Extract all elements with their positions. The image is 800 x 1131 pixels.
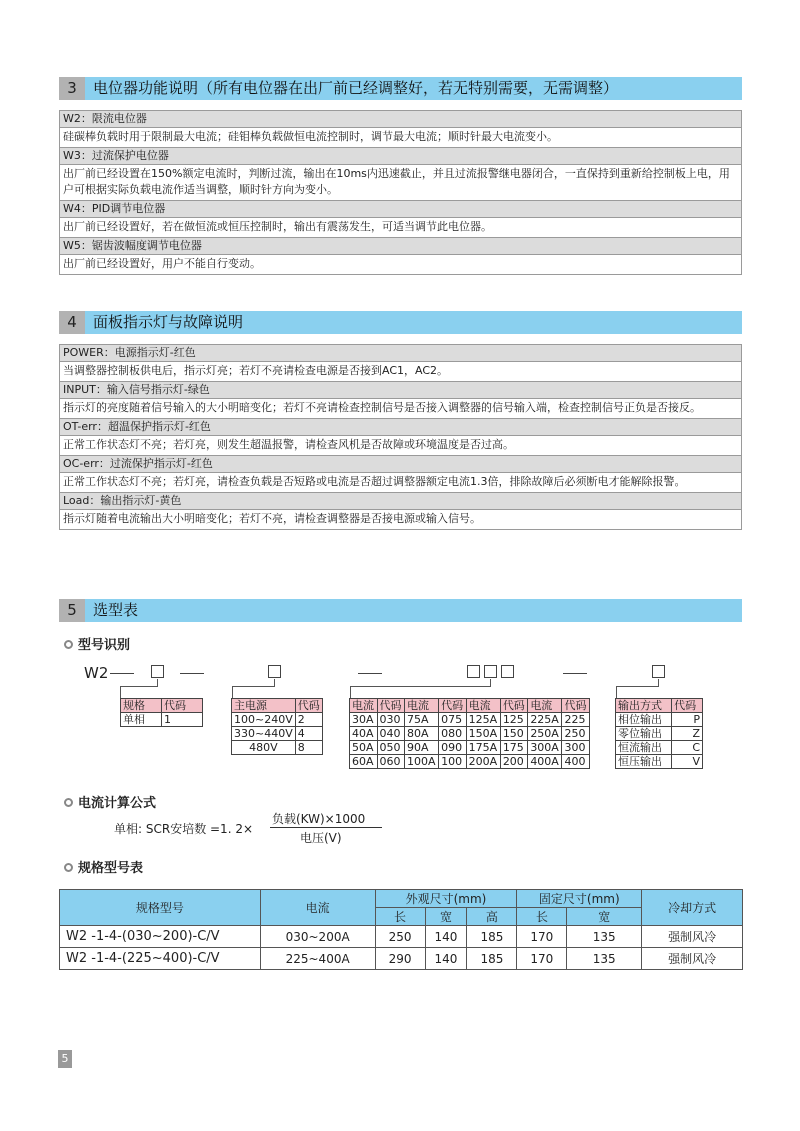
table-cell: 80A [405, 727, 439, 741]
header-current: 电流 [260, 890, 375, 926]
table-cell: 170 [517, 948, 567, 970]
section-5-header [59, 599, 742, 622]
table-header-cell: 规格 [121, 699, 162, 713]
item-body: 出厂前已经设置好，若在做恒流或恒压控制时，输出有震荡发生，可适当调节此电位器。 [60, 217, 741, 237]
code-slot-box [151, 665, 164, 678]
table-cell: 100~240V [232, 713, 296, 727]
table-cell: P [672, 713, 703, 727]
table-cell: 135 [567, 948, 642, 970]
power-code-table [231, 698, 323, 755]
section-title: 选型表 [93, 601, 139, 619]
formula-numerator: 负载(KW)×1000 [272, 812, 366, 826]
header-size: 外观尺寸(mm) [375, 890, 517, 908]
spec-model-table [59, 889, 743, 970]
table-cell: 480V [232, 741, 296, 755]
formula-prefix: 单相: SCR安培数 =1. 2× [114, 822, 254, 836]
table-cell: 单相 [121, 713, 162, 727]
page-number: 5 [58, 1050, 72, 1068]
bullet-icon [64, 863, 73, 872]
connector-line [232, 686, 275, 687]
code-slot-box [467, 665, 480, 678]
table-cell: 125A [466, 713, 500, 727]
table-header-cell: 电流 [528, 699, 562, 713]
item-header: W4：PID调节电位器 [60, 200, 741, 217]
table-header-cell: 电流 [350, 699, 378, 713]
item-header: OT-err：超温保护指示灯-红色 [60, 418, 741, 435]
table-cell: 090 [439, 741, 467, 755]
table-cell: 290 [375, 948, 425, 970]
spec-code-table [120, 698, 203, 727]
table-cell: 50A [350, 741, 378, 755]
section-3-header [59, 77, 742, 100]
table-header-cell: 电流 [466, 699, 500, 713]
header-fix: 固定尺寸(mm) [517, 890, 642, 908]
table-cell: 185 [467, 948, 517, 970]
section-number: 5 [59, 599, 85, 622]
subheading-text: 型号识别 [78, 638, 131, 653]
connector-line [157, 679, 158, 686]
table-header-cell: 代码 [162, 699, 203, 713]
connector-line [120, 686, 158, 687]
table-cell: 030~200A [260, 926, 375, 948]
connector-line [616, 686, 617, 698]
header-height: 高 [467, 908, 517, 926]
header-length: 长 [375, 908, 425, 926]
fraction-bar [270, 827, 382, 828]
item-header: INPUT：输入信号指示灯-绿色 [60, 381, 741, 398]
table-cell: 恒流输出 [616, 741, 672, 755]
item-header: W2：限流电位器 [60, 111, 741, 127]
table-cell: 175A [466, 741, 500, 755]
table-cell: 相位输出 [616, 713, 672, 727]
header-fix-length: 长 [517, 908, 567, 926]
table-cell: 330~440V [232, 727, 296, 741]
table-cell: 170 [517, 926, 567, 948]
bullet-icon [64, 798, 73, 807]
table-cell: 200A [466, 755, 500, 769]
table-cell: 150 [500, 727, 528, 741]
table-cell: 60A [350, 755, 378, 769]
table-cell: 135 [567, 926, 642, 948]
table-cell: 强制风冷 [642, 926, 743, 948]
connector-line [616, 686, 659, 687]
dash-line [180, 673, 204, 674]
indicator-list [59, 344, 742, 530]
potentiometer-list [59, 110, 742, 275]
table-cell: 100A [405, 755, 439, 769]
code-slot-box [484, 665, 497, 678]
table-cell: Z [672, 727, 703, 741]
table-cell: 300A [528, 741, 562, 755]
table-cell: 250 [375, 926, 425, 948]
table-cell: 400 [562, 755, 590, 769]
table-cell: 140 [425, 926, 467, 948]
header-cooling: 冷却方式 [642, 890, 743, 926]
connector-line [658, 679, 659, 686]
table-cell: 1 [162, 713, 203, 727]
table-cell: 075 [439, 713, 467, 727]
item-body: 硅碳棒负载时用于限制最大电流；硅钼棒负载做恒电流控制时，调节最大电流；顺时针最大电流变小。 [60, 127, 741, 147]
item-body: 正常工作状态灯不亮；若灯亮，请检查负载是否短路或电流是否超过调整器额定电流1.3倍，排除故障后必须断电才能解除报警。 [60, 472, 741, 492]
table-cell: 225 [562, 713, 590, 727]
code-slot-box [501, 665, 514, 678]
model-prefix: W2 [84, 664, 109, 682]
item-body: 出厂前已经设置在150%额定电流时，判断过流，输出在10ms内迅速截止，并且过流报警继电器闭合，一直保持到重新给控制板上电，用户可根据实际负载电流作适当调整，顺时针方向为变小。 [60, 164, 741, 200]
table-cell: 8 [295, 741, 322, 755]
item-body: 出厂前已经设置好，用户不能自行变动。 [60, 254, 741, 274]
table-cell: 90A [405, 741, 439, 755]
spec-table-heading [64, 857, 143, 876]
table-cell: 强制风冷 [642, 948, 743, 970]
bullet-icon [64, 640, 73, 649]
connector-line [274, 679, 275, 686]
table-cell: 040 [377, 727, 405, 741]
section-title: 电位器功能说明（所有电位器在出厂前已经调整好，若无特别需要，无需调整） [93, 79, 619, 97]
table-header-cell: 代码 [295, 699, 322, 713]
table-cell: 150A [466, 727, 500, 741]
table-cell: 125 [500, 713, 528, 727]
table-row [60, 926, 743, 948]
table-cell: 2 [295, 713, 322, 727]
table-header-cell: 代码 [500, 699, 528, 713]
connector-line [350, 686, 351, 698]
header-fix-width: 宽 [567, 908, 642, 926]
section-4-header [59, 311, 742, 334]
table-cell: 225A [528, 713, 562, 727]
formula-heading [64, 792, 156, 811]
header-model: 规格型号 [60, 890, 261, 926]
table-cell: 400A [528, 755, 562, 769]
table-cell: W2 -1-4-(030~200)-C/V [60, 926, 261, 948]
table-cell: V [672, 755, 703, 769]
subheading-text: 电流计算公式 [78, 796, 157, 811]
table-row [60, 948, 743, 970]
table-cell: 060 [377, 755, 405, 769]
section-number: 4 [59, 311, 85, 334]
table-cell: W2 -1-4-(225~400)-C/V [60, 948, 261, 970]
table-cell: 140 [425, 948, 467, 970]
table-header-cell: 代码 [672, 699, 703, 713]
model-id-heading [64, 634, 130, 653]
output-code-table [615, 698, 703, 769]
item-header: POWER：电源指示灯-红色 [60, 345, 741, 361]
connector-line [350, 686, 491, 687]
table-header-cell: 代码 [377, 699, 405, 713]
table-cell: 75A [405, 713, 439, 727]
item-body: 指示灯随着电流输出大小明暗变化；若灯不亮，请检查调整器是否接电源或输入信号。 [60, 509, 741, 529]
table-cell: 4 [295, 727, 322, 741]
section-title: 面板指示灯与故障说明 [93, 313, 244, 331]
dash-line [110, 673, 134, 674]
header-width: 宽 [425, 908, 467, 926]
table-header-cell: 主电源 [232, 699, 296, 713]
code-slot-box [652, 665, 665, 678]
subheading-text: 规格型号表 [78, 861, 144, 876]
dash-line [358, 673, 382, 674]
table-cell: 175 [500, 741, 528, 755]
code-slot-box [268, 665, 281, 678]
table-cell: 030 [377, 713, 405, 727]
item-header: W3：过流保护电位器 [60, 147, 741, 164]
item-header: Load：输出指示灯-黄色 [60, 492, 741, 509]
connector-line [120, 686, 121, 698]
table-cell: 恒压输出 [616, 755, 672, 769]
table-header-cell: 代码 [562, 699, 590, 713]
connector-line [490, 679, 491, 686]
table-cell: 300 [562, 741, 590, 755]
table-header-cell: 电流 [405, 699, 439, 713]
table-cell: 250 [562, 727, 590, 741]
table-cell: 零位输出 [616, 727, 672, 741]
table-cell: 080 [439, 727, 467, 741]
table-cell: 40A [350, 727, 378, 741]
item-header: OC-err：过流保护指示灯-红色 [60, 455, 741, 472]
table-cell: C [672, 741, 703, 755]
item-body: 当调整器控制板供电后，指示灯亮；若灯不亮请检查电源是否接到AC1，AC2。 [60, 361, 741, 381]
table-cell: 250A [528, 727, 562, 741]
table-cell: 225~400A [260, 948, 375, 970]
section-number: 3 [59, 77, 85, 100]
table-cell: 185 [467, 926, 517, 948]
item-body: 正常工作状态灯不亮；若灯亮，则发生超温报警，请检查风机是否故障或环境温度是否过高。 [60, 435, 741, 455]
connector-line [232, 686, 233, 698]
table-header-cell: 输出方式 [616, 699, 672, 713]
table-cell: 30A [350, 713, 378, 727]
item-body: 指示灯的亮度随着信号输入的大小明暗变化；若灯不亮请检查控制信号是否接入调整器的信号输入端，检查控制信号正负是否接反。 [60, 398, 741, 418]
current-code-table [349, 698, 590, 769]
dash-line [563, 673, 587, 674]
item-header: W5：锯齿波幅度调节电位器 [60, 237, 741, 254]
table-header-cell: 代码 [439, 699, 467, 713]
table-cell: 100 [439, 755, 467, 769]
formula-denominator: 电压(V) [300, 831, 342, 845]
table-cell: 200 [500, 755, 528, 769]
table-cell: 050 [377, 741, 405, 755]
